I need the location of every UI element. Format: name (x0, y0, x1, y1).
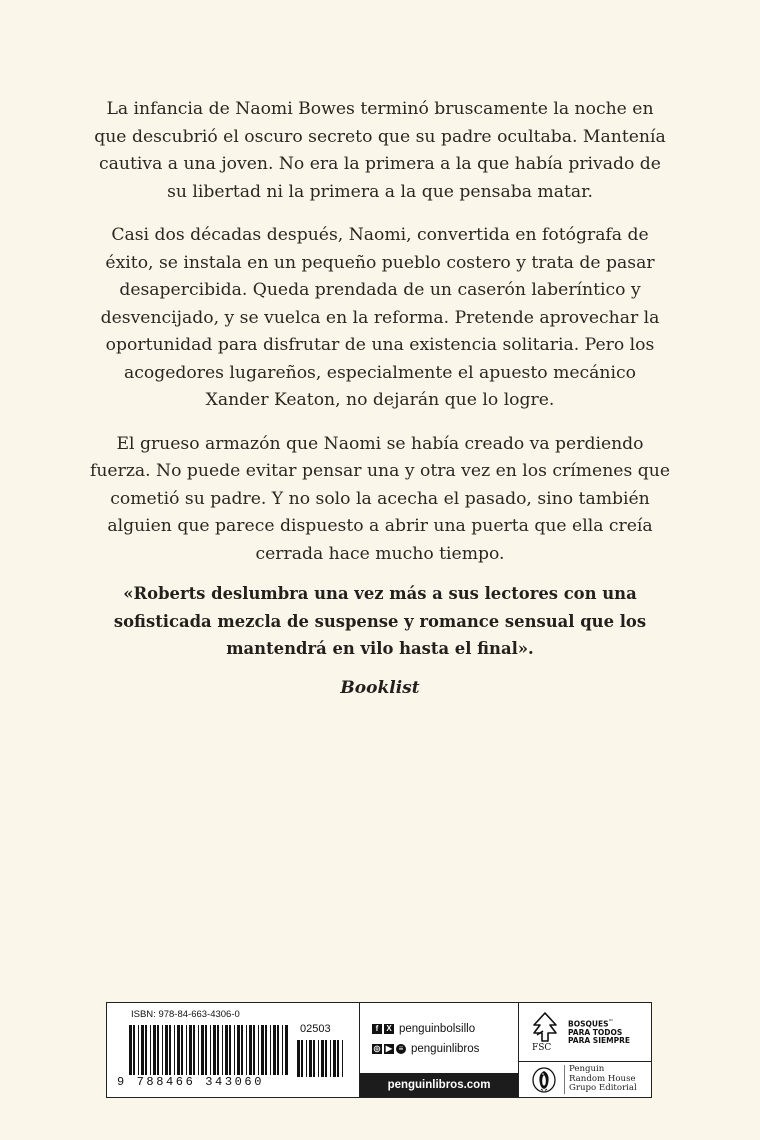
barcode-bar (133, 1025, 135, 1075)
synopsis-paragraph-2: Casi dos décadas después, Naomi, convertida en fotógrafa de éxito, se instala en un pequeño pueblo costero y trata de pasar desapercibida. Queda prendada de un caserón laberíntico y desvencijado, y se vuelca en la reforma. Pretende aprovechar la oportunidad para disfrutar de una existencia solitaria. Pero los acogedores lugareños, especialmente el apuesto mecánico Xander Keaton, no dejarán que lo logre. (100, 225, 660, 410)
social-handle-bolsillo[interactable]: penguinbolsillo (399, 1023, 476, 1035)
publisher-line-2: Random House (569, 1073, 636, 1084)
barcode-bar (157, 1025, 159, 1075)
isbn-label: ISBN: 978-84-663-4306-0 (131, 1009, 240, 1020)
publisher-line-1: Penguin (569, 1064, 605, 1074)
barcode-bar (270, 1025, 271, 1075)
review-quote: «Roberts deslumbra una vez más a sus lectores con una sofisticada mezcla de suspense y romance sensual que los mantendrá en vilo hasta el final». (113, 584, 647, 658)
forest-slogan (568, 1018, 630, 1045)
fsc-panel (518, 1003, 651, 1062)
barcode-bar (153, 1025, 156, 1075)
barcode-bar (261, 1025, 264, 1075)
barcode-bar (213, 1025, 216, 1075)
barcode-bar (309, 1040, 312, 1077)
publisher-line-3: Grupo Editorial (569, 1083, 637, 1094)
social-row-libros (372, 1043, 479, 1055)
spotify-icon[interactable]: ≡ (396, 1044, 406, 1054)
barcode-bar (150, 1025, 151, 1075)
barcode-bar (249, 1025, 252, 1075)
barcode-bar (330, 1040, 331, 1077)
barcode-block (107, 1003, 359, 1097)
slogan-line-3: PARA SIEMPRE (568, 1035, 630, 1045)
barcode-digits: 9 788466 343060 (117, 1075, 265, 1089)
barcode-bar (129, 1025, 132, 1075)
barcode-bar (165, 1025, 168, 1075)
x-icon[interactable]: X (384, 1024, 394, 1034)
barcode-bar (297, 1040, 300, 1077)
barcode-bar (181, 1025, 183, 1075)
barcode-bar (234, 1025, 235, 1075)
social-handle-libros[interactable]: penguinlibros (411, 1043, 480, 1055)
barcode-bar (321, 1040, 324, 1077)
barcode-bar (198, 1025, 199, 1075)
barcode-bar (222, 1025, 223, 1075)
barcode-bar (229, 1025, 231, 1075)
social-row-bolsillo (372, 1023, 475, 1035)
addon-barcode (297, 1040, 345, 1077)
publisher-name (564, 1065, 637, 1094)
social-block (359, 1003, 519, 1097)
fsc-label: FSC (532, 1043, 552, 1053)
penguin-logo-icon (532, 1067, 556, 1093)
barcode-bar (174, 1025, 175, 1075)
barcode-bar (205, 1025, 207, 1075)
barcode-addon-number: 02503 (300, 1023, 331, 1035)
barcode-bar (225, 1025, 228, 1075)
barcode-bar (313, 1040, 315, 1077)
back-cover-info-box (106, 1002, 652, 1098)
ean-barcode (129, 1025, 291, 1077)
synopsis (90, 96, 670, 584)
facebook-icon[interactable]: f (372, 1024, 382, 1034)
barcode-bar (258, 1025, 259, 1075)
barcode-bar (301, 1040, 303, 1077)
barcode-bar (193, 1025, 195, 1075)
barcode-bar (241, 1025, 243, 1075)
barcode-bar (306, 1040, 307, 1077)
barcode-bar (210, 1025, 211, 1075)
barcode-bar (189, 1025, 192, 1075)
barcode-bar (337, 1040, 339, 1077)
barcode-bar (282, 1025, 283, 1075)
synopsis-paragraph-3: El grueso armazón que Naomi se había creado va perdiendo fuerza. No puede evitar pensar una y otra vez en los crímenes que cometió su padre. Y no solo la acecha el pasado, sino también alguien que parece dispuesto a abrir una puerta que ella creía cerrada hace mucho tiempo. (90, 433, 670, 564)
youtube-icon[interactable]: ▶ (385, 1044, 393, 1053)
website-link[interactable]: penguinlibros.com (360, 1073, 518, 1097)
barcode-bar (162, 1025, 163, 1075)
slogan-line-2: PARA TODOS (568, 1027, 623, 1037)
barcode-bar (237, 1025, 240, 1075)
barcode-bar (318, 1040, 319, 1077)
barcode-bar (253, 1025, 255, 1075)
synopsis-paragraph-1: La infancia de Naomi Bowes terminó bruscamente la noche en que descubrió el oscuro secreto que su padre ocultaba. Mantenía cautiva a una joven. No era la primera a la que había privado de su libertad ni la primera a la que pensaba matar. (94, 99, 666, 202)
slogan-line-1: BOSQUES (568, 1019, 609, 1029)
instagram-icon[interactable]: ◎ (373, 1044, 381, 1053)
barcode-bar (217, 1025, 219, 1075)
barcode-bar (138, 1025, 139, 1075)
barcode-bar (265, 1025, 267, 1075)
barcode-bar (333, 1040, 336, 1077)
barcode-bar (273, 1025, 276, 1075)
barcode-bar (246, 1025, 247, 1075)
barcode-bar (145, 1025, 147, 1075)
review-source: Booklist (340, 678, 420, 698)
barcode-bar (177, 1025, 180, 1075)
barcode-bar (325, 1040, 327, 1077)
barcode-bar (342, 1040, 343, 1077)
barcode-bar (285, 1025, 288, 1075)
barcode-bar (186, 1025, 187, 1075)
fsc-tree-icon (530, 1011, 560, 1043)
barcode-bar (277, 1025, 279, 1075)
certification-block (518, 1003, 651, 1097)
barcode-bar (141, 1025, 144, 1075)
trademark-mark: ™ (608, 1019, 614, 1025)
barcode-bar (201, 1025, 204, 1075)
barcode-bar (169, 1025, 171, 1075)
